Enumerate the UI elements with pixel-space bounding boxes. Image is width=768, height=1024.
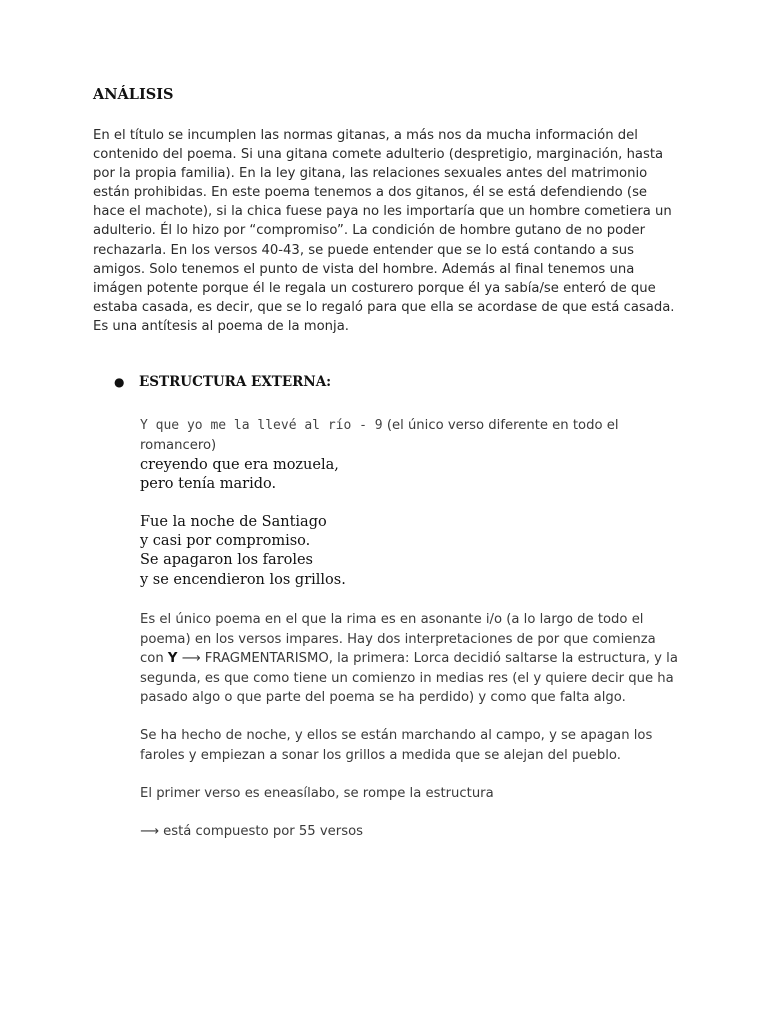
first-verse-line xyxy=(140,416,680,455)
poem-line: creyendo que era mozuela, xyxy=(140,457,339,473)
verse-meter-paragraph: El primer verso es eneasílabo, se rompe la estructura xyxy=(140,786,494,801)
poem-line: pero tenía marido. xyxy=(140,476,277,493)
bullet-icon: ● xyxy=(114,375,125,389)
first-verse-note: (el único verso diferente en todo el romancero) xyxy=(140,418,619,453)
poem-stanza-2 xyxy=(140,513,680,590)
rhyme-paragraph-part-2: ⟶ FRAGMENTARISMO, la primera: Lorca decidió saltarse la estructura, y la segunda, es que como tiene un comienzo in medias res (el y quiere decir que ha pasado algo o que parte del poema se ha perdido) y como que falta algo. xyxy=(140,651,678,705)
verse-count-paragraph: ⟶ está compuesto por 55 versos xyxy=(140,824,364,839)
section-header xyxy=(93,374,683,390)
poem-line: Fue la noche de Santiago xyxy=(140,514,327,530)
poem-line: Se apagaron los faroles xyxy=(140,552,313,569)
bullet-item xyxy=(93,374,683,390)
rhyme-paragraph-part-1: Es el único poema en el que la rima es en asonante i/o (a lo largo de todo el poema) en los versos impares. Hay dos interpretaciones de por que comienza con xyxy=(140,612,656,666)
intro-paragraph: En el título se incumplen las normas gitanas, a más nos da mucha información del contenido del poema. Si una gitana comete adulterio (despretigio, marginación, hasta por la propia familia). En la ley gitana, las relaciones sexuales antes del matrimonio están prohibidas. En este poema tenemos a dos gitanos, él se está defendiendo (se hace el machote), si la chica fuese paya no les importaría que un hombre cometiera un adulterio. Él lo hizo por “compromiso”. La condición de hombre gutano de no poder rechazarla. En los versos 40-43, se puede entender que se lo está contando a sus amigos. Solo tenemos el punto de vista del hombre. Además al final tenemos una imágen potente porque él le regala un costurero porque él ya sabía/se enteró de que estaba casada, es decir, que se lo regaló para que ella se acordase de que está casada. Es una antítesis al poema de la monja. xyxy=(93,128,675,334)
rhyme-paragraph xyxy=(140,610,680,708)
poem-line: y se encendieron los grillos. xyxy=(140,571,346,588)
page-title: ANÁLISIS xyxy=(93,86,174,103)
poem-stanza-1 xyxy=(140,456,680,494)
rhyme-paragraph-bold: Y xyxy=(167,651,178,666)
first-verse: Y que yo me la llevé al río - 9 xyxy=(140,418,383,433)
section-heading: ESTRUCTURA EXTERNA: xyxy=(139,374,332,390)
poem-line: y casi por compromiso. xyxy=(140,533,311,550)
night-paragraph: Se ha hecho de noche, y ellos se están marchando al campo, y se apagan los faroles y empiezan a sonar los grillos a medida que se alejan del pueblo. xyxy=(140,728,653,763)
